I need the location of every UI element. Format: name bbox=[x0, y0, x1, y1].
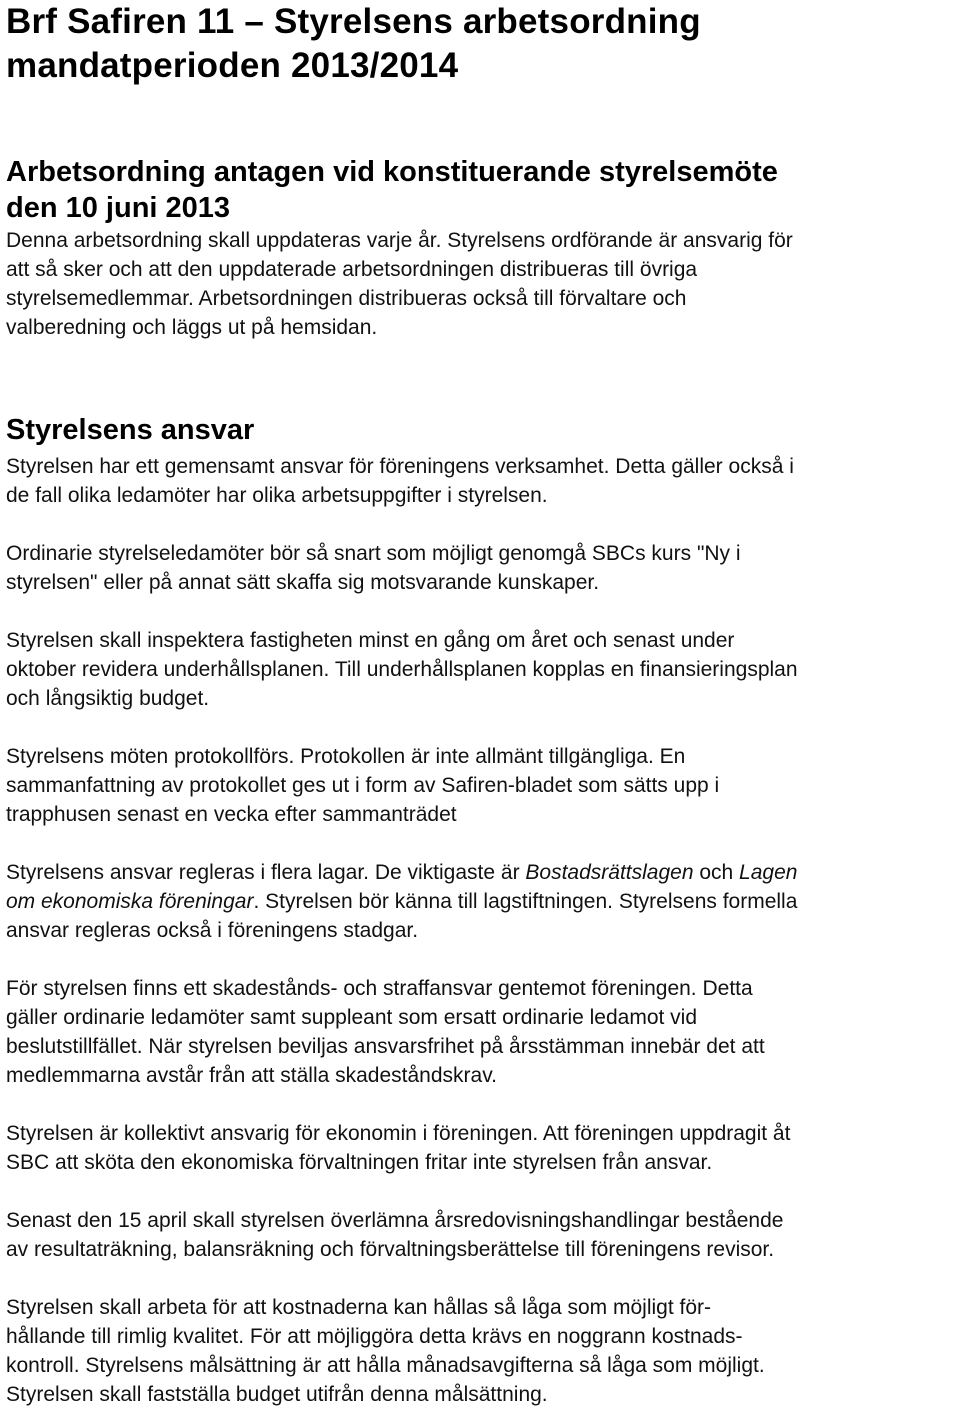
paragraph-protokoll bbox=[6, 742, 956, 829]
text-line bbox=[6, 858, 956, 887]
paragraph-gemensamt-ansvar bbox=[6, 452, 956, 510]
text-line: beslutstillfället. När styrelsen beviljas ansvarsfrihet på årsstämman innebär det att bbox=[6, 1035, 765, 1058]
text-line: kontroll. Styrelsens målsättning är att hålla månadsavgifterna så låga som möjligt. bbox=[6, 1354, 765, 1377]
law-title-bostadsrattslagen: Bostadsrättslagen bbox=[525, 861, 694, 884]
title-line: mandatperioden 2013/2014 bbox=[6, 46, 459, 85]
heading-line: den 10 juni 2013 bbox=[6, 192, 231, 224]
text-line: sammanfattning av protokollet ges ut i form av Safiren-bladet som sätts upp i bbox=[6, 774, 720, 797]
text-line: Styrelsen skall arbeta för att kostnaderna kan hållas så låga som möjligt för- bbox=[6, 1296, 712, 1319]
paragraph-ekonomi bbox=[6, 1119, 956, 1177]
text-line: Styrelsen är kollektivt ansvarig för ekonomin i föreningen. Att föreningen uppdragit åt bbox=[6, 1122, 791, 1145]
section-heading-arbetsordning bbox=[6, 154, 956, 226]
law-title-lagen: Lagen bbox=[739, 861, 798, 884]
paragraph-inspektion bbox=[6, 626, 956, 713]
law-title-ekonomiska-foreningar: om ekonomiska föreningar bbox=[6, 890, 254, 913]
section-heading-styrelsens-ansvar: Styrelsens ansvar bbox=[6, 414, 255, 446]
text-line: Denna arbetsordning skall uppdateras varje år. Styrelsens ordförande är ansvarig för bbox=[6, 229, 793, 252]
text-line: oktober revidera underhållsplanen. Till underhållsplanen kopplas en finansieringsplan bbox=[6, 658, 798, 681]
text-line: styrelsemedlemmar. Arbetsordningen distribueras också till förvaltare och bbox=[6, 287, 687, 310]
paragraph-skadestandsansvar bbox=[6, 974, 956, 1090]
text-line: att så sker och att den uppdaterade arbetsordningen distribueras till övriga bbox=[6, 258, 698, 281]
paragraph-lagar bbox=[6, 858, 956, 945]
paragraph-kostnader bbox=[6, 1293, 956, 1409]
text-line: gäller ordinarie ledamöter samt suppleant som ersatt ordinarie ledamot vid bbox=[6, 1006, 698, 1029]
document-page bbox=[6, 0, 956, 1409]
text-line: valberedning och läggs ut på hemsidan. bbox=[6, 316, 378, 339]
text-run: Styrelsens ansvar regleras i flera lagar. De viktigaste är bbox=[6, 861, 526, 884]
heading-line: Arbetsordning antagen vid konstituerande styrelsemöte bbox=[6, 156, 778, 188]
text-line: medlemmarna avstår från att ställa skadeståndskrav. bbox=[6, 1064, 497, 1087]
text-line: Styrelsens möten protokollförs. Protokollen är inte allmänt tillgängliga. En bbox=[6, 745, 686, 768]
text-line: Senast den 15 april skall styrelsen överlämna årsredovisningshandlingar bestående bbox=[6, 1209, 784, 1232]
text-line: ansvar regleras också i föreningens stadgar. bbox=[6, 919, 419, 942]
text-line: trapphusen senast en vecka efter sammanträdet bbox=[6, 803, 457, 826]
text-line: och långsiktig budget. bbox=[6, 687, 210, 710]
text-line: SBC att sköta den ekonomiska förvaltningen fritar inte styrelsen från ansvar. bbox=[6, 1151, 713, 1174]
document-title bbox=[6, 0, 956, 88]
paragraph-arsredovisning bbox=[6, 1206, 956, 1264]
text-line: Styrelsen har ett gemensamt ansvar för föreningens verksamhet. Detta gäller också i bbox=[6, 455, 794, 478]
text-run: . Styrelsen bör känna till lagstiftningen. Styrelsens formella bbox=[253, 890, 798, 913]
intro-paragraph bbox=[6, 226, 956, 342]
title-line: Brf Safiren 11 – Styrelsens arbetsordning bbox=[6, 2, 701, 41]
text-line: Styrelsen skall fastställa budget utifrån denna målsättning. bbox=[6, 1383, 548, 1406]
text-line: Ordinarie styrelseledamöter bör så snart som möjligt genomgå SBCs kurs "Ny i bbox=[6, 542, 741, 565]
text-line: hållande till rimlig kvalitet. För att möjliggöra detta krävs en noggrann kostnads- bbox=[6, 1325, 743, 1348]
text-line: Styrelsen skall inspektera fastigheten minst en gång om året och senast under bbox=[6, 629, 735, 652]
text-line: För styrelsen finns ett skadestånds- och straffansvar gentemot föreningen. Detta bbox=[6, 977, 753, 1000]
text-line: de fall olika ledamöter har olika arbetsuppgifter i styrelsen. bbox=[6, 484, 548, 507]
text-line: styrelsen" eller på annat sätt skaffa sig motsvarande kunskaper. bbox=[6, 571, 600, 594]
text-line bbox=[6, 887, 956, 916]
text-line: av resultaträkning, balansräkning och förvaltningsberättelse till föreningens revisor. bbox=[6, 1238, 775, 1261]
text-run: och bbox=[693, 861, 740, 884]
paragraph-utbildning bbox=[6, 539, 956, 597]
